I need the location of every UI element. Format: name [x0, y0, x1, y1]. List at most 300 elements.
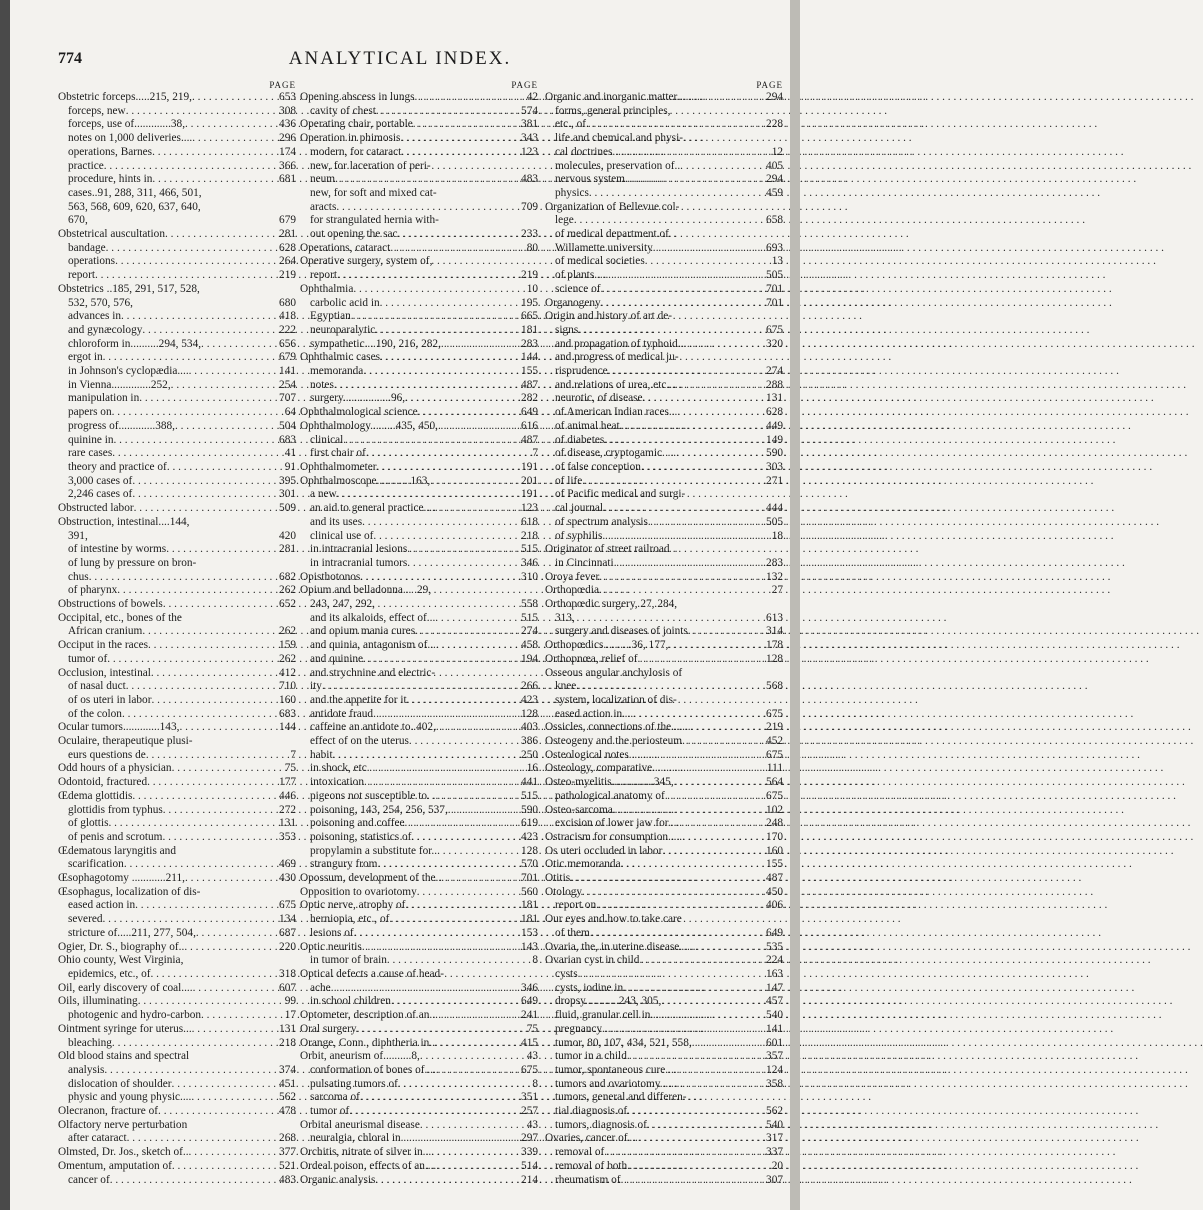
- index-entry: [58, 927, 296, 941]
- leader-dots: [683, 338, 764, 352]
- leader-dots: [172, 1160, 277, 1174]
- index-entry-text: Orange, Conn., diphtheria in..: [300, 1036, 435, 1049]
- index-entry-text: pathological anatomy of: [555, 789, 665, 802]
- index-entry: [545, 1064, 783, 1078]
- index-entry-text: manipulation in: [68, 392, 140, 405]
- index-entry-page: 214: [521, 1173, 538, 1186]
- leader-dots: [107, 653, 277, 667]
- index-entry-text: Orthopœdia: [545, 584, 599, 597]
- column-heading: PAGE: [756, 80, 783, 90]
- index-entry-text: effect of on the uterus: [310, 735, 409, 748]
- index-entry-text: removal of both: [555, 1159, 628, 1172]
- leader-dots: [166, 543, 277, 557]
- index-entry-page: 436: [279, 118, 296, 131]
- index-entry-text: tumor, spontaneous cure....: [555, 1063, 677, 1076]
- index-entry: [545, 488, 783, 502]
- index-entry-text: in tumor of brain: [310, 954, 387, 967]
- index-entry-page: 283: [766, 556, 783, 569]
- index-entry-text: Ovarian cyst in child: [545, 954, 640, 967]
- index-entry: [545, 160, 783, 174]
- leader-dots: [405, 899, 519, 913]
- index-entry-text: 391,: [68, 529, 88, 542]
- index-entry: [545, 310, 783, 324]
- index-entry-text: lesions of: [310, 926, 354, 939]
- leader-dots: [627, 1050, 764, 1064]
- index-entry-page: 18: [771, 529, 783, 542]
- index-entry-page: 564: [766, 776, 783, 789]
- index-entry: [545, 1132, 783, 1146]
- leader-dots: [614, 557, 764, 571]
- leader-dots: [405, 392, 519, 406]
- leader-dots: [677, 1078, 764, 1092]
- leader-dots: [602, 530, 769, 544]
- index-entry-page: 568: [766, 680, 783, 693]
- index-entry-text: Willamette university: [555, 241, 653, 254]
- index-entry-page: 505: [766, 515, 783, 528]
- index-entry-page: 679: [279, 214, 296, 227]
- index-entry: [300, 735, 538, 749]
- leader-dots: [604, 1146, 764, 1160]
- leader-dots: [148, 639, 277, 653]
- leader-dots: [387, 954, 530, 968]
- index-entry-text: Oral surgery: [300, 1022, 357, 1035]
- index-entry-text: Osteogeny and the periosteum: [545, 735, 683, 748]
- leader-dots: [438, 420, 519, 434]
- leader-dots: [420, 1119, 525, 1133]
- index-entry-page: 560: [521, 885, 538, 898]
- index-entry: [58, 1037, 296, 1051]
- index-entry: [545, 214, 783, 228]
- leader-dots: [363, 365, 519, 379]
- leader-dots: [680, 160, 764, 174]
- index-entry-text: Œdematous laryngitis and: [58, 844, 176, 857]
- leader-dots: [172, 1078, 278, 1092]
- index-entry-page: 487: [521, 433, 538, 446]
- index-entry: [300, 269, 538, 283]
- leader-dots: [680, 721, 764, 735]
- index-entry: [58, 721, 296, 735]
- index-entry-page: 124: [766, 1063, 783, 1076]
- index-entry: [300, 968, 538, 982]
- index-entry-text: new, for soft and mixed cat-: [310, 186, 437, 199]
- index-entry: [58, 845, 296, 859]
- leader-dots: [103, 913, 278, 927]
- index-entry: [58, 502, 296, 516]
- index-entry: [58, 91, 296, 105]
- index-entry-text: Obstructions of bowels: [58, 598, 163, 611]
- index-entry: [58, 461, 296, 475]
- leader-dots: [604, 434, 764, 448]
- index-entry: [300, 749, 538, 763]
- leader-dots: [104, 1064, 277, 1078]
- leader-dots: [354, 927, 519, 941]
- index-entry: [545, 639, 783, 653]
- leader-dots: [608, 365, 764, 379]
- leader-dots: [322, 680, 519, 694]
- index-entry: [545, 804, 783, 818]
- index-entry-text: 563, 568, 609, 620, 637, 640,: [68, 200, 201, 213]
- index-entry-text: Ophthalmoscope............163,: [300, 474, 431, 487]
- index-entry: [58, 1023, 296, 1037]
- index-entry: [545, 1023, 783, 1037]
- index-entry-page: 128: [521, 844, 538, 857]
- index-entry-text: Opossum, development of the..: [300, 872, 442, 885]
- index-entry-page: 458: [521, 639, 538, 652]
- index-entry-text: tumors, diagnosis of: [555, 1118, 647, 1131]
- index-entry: [300, 1050, 538, 1064]
- index-entry-text: surgery and diseases of joints: [555, 625, 688, 638]
- index-entry-text: Organogeny: [545, 296, 601, 309]
- index-entry-page: 91: [284, 460, 296, 473]
- index-entry: [545, 447, 783, 461]
- leader-dots: [435, 612, 519, 626]
- index-entry-text: excision of lower jaw for....: [555, 817, 680, 830]
- leader-dots: [625, 173, 764, 187]
- index-entry: [58, 804, 296, 818]
- leader-dots: [193, 982, 277, 996]
- index-entry-page: 483: [279, 1173, 296, 1186]
- index-entry: [58, 667, 296, 681]
- index-entry-page: 233: [521, 228, 538, 241]
- index-entry: [300, 530, 538, 544]
- index-entry: [300, 255, 538, 269]
- index-entry-text: and quinia, antagonism of...: [310, 639, 436, 652]
- leader-dots: [436, 1160, 519, 1174]
- index-entry-page: 219: [521, 269, 538, 282]
- index-entry: [58, 187, 296, 201]
- index-entry-text: Orthopœdics..........36, 177,: [545, 639, 669, 652]
- index-entry-text: cal journal: [555, 502, 603, 515]
- index-entry: [58, 351, 296, 365]
- leader-dots: [110, 1174, 277, 1188]
- index-entry-text: 3,000 cases of: [68, 474, 133, 487]
- index-entry: [545, 790, 783, 804]
- leader-dots: [192, 91, 277, 105]
- index-entry-page: 339: [521, 1146, 538, 1159]
- leader-dots: [586, 118, 764, 132]
- index-entry: [58, 1078, 296, 1092]
- index-entry-text: Otic memoranda: [545, 858, 621, 871]
- index-entry-text: an aid to general practice....: [310, 502, 435, 515]
- index-entry-page: 451: [279, 1077, 296, 1090]
- index-entry-text: cal doctrines: [555, 145, 613, 158]
- index-entry-page: 42: [526, 91, 538, 103]
- leader-dots: [376, 105, 519, 119]
- index-entry-page: 271: [766, 474, 783, 487]
- index-entry: [58, 557, 296, 571]
- index-entry-page: 457: [766, 995, 783, 1008]
- index-entry-page: 558: [521, 598, 538, 611]
- index-entry: [300, 365, 538, 379]
- running-head: ANALYTICAL INDEX.: [288, 48, 512, 69]
- index-entry-text: Optical defects a cause of head-: [300, 968, 444, 980]
- leader-dots: [436, 721, 519, 735]
- leader-dots: [185, 872, 277, 886]
- index-entry: [300, 461, 538, 475]
- index-entry: [545, 954, 783, 968]
- index-entry: [300, 214, 538, 228]
- index-entry-text: of penis and scrotum: [68, 830, 163, 843]
- index-entry: [545, 255, 783, 269]
- leader-dots: [196, 927, 277, 941]
- index-entry-text: Osteo-myelitis...............345,: [545, 776, 674, 789]
- index-entry-text: eurs questions de: [68, 748, 146, 761]
- leader-dots: [89, 571, 277, 585]
- leader-dots: [191, 1091, 277, 1105]
- index-entry-page: 248: [766, 817, 783, 830]
- index-entry-page: 144: [521, 351, 538, 364]
- index-entry-text: etc., of: [555, 118, 587, 131]
- leader-dots: [132, 488, 277, 502]
- index-entry-text: scarification: [68, 858, 124, 871]
- leader-dots: [151, 667, 277, 681]
- index-entry: [300, 392, 538, 406]
- leader-dots: [668, 639, 764, 653]
- index-entry-page: 128: [766, 652, 783, 665]
- index-entry-page: 652: [279, 598, 296, 611]
- index-entry: [300, 1132, 538, 1146]
- index-entry: [58, 324, 296, 338]
- index-entry: [300, 475, 538, 489]
- index-entry: [58, 913, 296, 927]
- leader-dots: [448, 804, 519, 818]
- index-entry-page: 707: [279, 392, 296, 405]
- index-entry-page: 303: [766, 460, 783, 473]
- index-entry-text: and its alkaloids, effect of...: [310, 611, 436, 624]
- index-entry-text: and opium mania cures: [310, 625, 416, 638]
- index-entry: [58, 968, 296, 982]
- index-entry-page: 163: [766, 968, 783, 980]
- index-entry: [545, 242, 783, 256]
- index-entry-text: Osseous angular anchylosis of: [545, 666, 683, 679]
- index-entry-page: 177: [279, 776, 296, 789]
- index-entry-page: 262: [279, 584, 296, 597]
- index-entry: [58, 420, 296, 434]
- index-entry-page: 41: [284, 447, 296, 460]
- index-entry-page: 153: [521, 926, 538, 939]
- index-entry-text: neum: [310, 173, 336, 186]
- index-entry-text: Obstruction, intestinal....144,: [58, 515, 190, 528]
- index-entry-text: fluid, granular cell in: [555, 1009, 651, 1022]
- index-entry: [545, 762, 783, 776]
- leader-dots: [167, 461, 283, 475]
- index-entry-page: 680: [279, 296, 296, 309]
- leader-dots: [590, 927, 764, 941]
- index-entry-text: sympathetic....190, 216, 282,: [310, 337, 441, 350]
- index-entry: [300, 379, 538, 393]
- index-entry-text: cysts: [555, 968, 578, 980]
- index-entry: [300, 804, 538, 818]
- leader-dots: [638, 653, 765, 667]
- index-entry-page: 178: [766, 639, 783, 652]
- index-entry-page: 191: [521, 488, 538, 501]
- index-entry: [300, 118, 538, 132]
- index-entry-page: 619: [521, 817, 538, 830]
- index-entry: [300, 1091, 538, 1105]
- index-entry-text: in Cincinnati: [555, 556, 614, 569]
- index-entry-text: of them: [555, 926, 590, 939]
- index-entry-page: 43: [526, 1050, 538, 1063]
- leader-dots: [596, 899, 764, 913]
- index-entry: [300, 1064, 538, 1078]
- index-entry-page: 310: [521, 570, 538, 583]
- leader-dots: [179, 721, 277, 735]
- leader-dots: [682, 735, 764, 749]
- index-entry-text: Ophthalmic cases: [300, 351, 380, 364]
- index-entry-text: strangury from: [310, 858, 378, 871]
- leader-dots: [351, 310, 519, 324]
- index-entry-text: Otology: [545, 885, 583, 898]
- index-entry: [300, 420, 538, 434]
- index-entry-text: tumor in a child: [555, 1050, 627, 1063]
- index-entry: [300, 488, 538, 502]
- index-entry-page: 131: [279, 817, 296, 830]
- index-entry-page: 134: [279, 913, 296, 926]
- leader-dots: [413, 118, 519, 132]
- index-entry-text: Optic neuritis: [300, 940, 362, 953]
- index-entry-page: 682: [279, 570, 296, 583]
- index-entry-text: report: [310, 269, 337, 282]
- index-entry: [545, 694, 783, 708]
- leader-dots: [602, 1023, 764, 1037]
- leader-dots: [401, 146, 519, 160]
- index-entry-page: 296: [279, 132, 296, 145]
- index-entry-page: 8: [532, 1077, 538, 1090]
- index-entry-text: tumor of: [310, 1105, 350, 1118]
- leader-dots: [682, 91, 764, 105]
- leader-dots: [675, 379, 764, 393]
- index-entry: [545, 379, 783, 393]
- leader-dots: [627, 1105, 764, 1119]
- leader-dots: [405, 817, 520, 831]
- index-entry-text: of nasal duct: [68, 680, 126, 693]
- index-entry: [300, 584, 538, 598]
- index-entry: [58, 858, 296, 872]
- index-entry-page: 228: [766, 118, 783, 131]
- index-entry: [545, 872, 783, 886]
- index-entry: [545, 776, 783, 790]
- index-entry: [58, 269, 296, 283]
- index-entry: [58, 886, 296, 900]
- index-entry: [300, 1146, 538, 1160]
- index-entry-page: 701: [521, 872, 538, 885]
- index-entry-page: 430: [279, 872, 296, 885]
- leader-dots: [360, 1091, 519, 1105]
- index-entry-text: bleaching: [68, 1036, 112, 1049]
- index-entry-text: Oil, early discovery of coal....: [58, 981, 193, 994]
- index-entry-text: Opisthotonos: [300, 570, 361, 583]
- leader-dots: [677, 1064, 764, 1078]
- index-entry-text: Orbit, aneurism of..........8,: [300, 1050, 420, 1063]
- index-entry-text: a new: [310, 488, 337, 501]
- index-entry: [545, 297, 783, 311]
- index-entry-page: 262: [279, 625, 296, 638]
- leader-dots: [360, 571, 519, 585]
- index-entry-text: neuralgia, chloral in: [310, 1132, 401, 1145]
- index-entry-text: Ointment syringe for uterus...: [58, 1022, 192, 1035]
- leader-dots: [192, 1023, 277, 1037]
- index-entry-page: 224: [766, 954, 783, 967]
- index-entry: [58, 105, 296, 119]
- index-entry: [545, 228, 783, 242]
- index-entry-page: 358: [766, 1077, 783, 1090]
- index-entry-page: 160: [766, 844, 783, 857]
- index-entry-page: 353: [279, 830, 296, 843]
- index-entry: [58, 1174, 296, 1188]
- leader-dots: [407, 557, 519, 571]
- leader-dots: [103, 351, 277, 365]
- index-entry-page: 155: [766, 858, 783, 871]
- page-number: 774: [58, 50, 82, 67]
- leader-dots: [364, 776, 519, 790]
- index-entry-page: 478: [279, 1105, 296, 1118]
- index-entry-page: 170: [766, 830, 783, 843]
- index-entry-page: 17: [284, 1009, 296, 1022]
- index-entry-page: 191: [521, 460, 538, 473]
- index-entry-text: Œsophagotomy ............211,: [58, 872, 185, 885]
- index-entry: [58, 694, 296, 708]
- leader-dots: [380, 351, 519, 365]
- index-entry: [545, 146, 783, 160]
- leader-dots: [142, 625, 277, 639]
- index-entry: [58, 365, 296, 379]
- leader-dots: [437, 845, 519, 859]
- index-entry: [300, 598, 538, 612]
- index-column-1: [58, 80, 296, 1187]
- index-entry-page: 452: [766, 735, 783, 748]
- index-entry: [300, 612, 538, 626]
- index-entry-text: operations, Barnes: [68, 145, 153, 158]
- index-entry: [58, 530, 296, 544]
- leader-dots: [373, 530, 519, 544]
- index-entry: [545, 1160, 783, 1174]
- leader-dots: [117, 584, 277, 598]
- index-entry-page: 294: [766, 173, 783, 186]
- index-entry-page: 181: [521, 323, 538, 336]
- index-entry: [300, 105, 538, 119]
- index-entry-text: risprudence: [555, 365, 608, 378]
- leader-dots: [679, 941, 764, 955]
- leader-dots: [135, 899, 277, 913]
- index-entry-page: 675: [279, 899, 296, 912]
- index-entry-page: 250: [521, 748, 538, 761]
- index-entry-page: 683: [279, 433, 296, 446]
- leader-dots: [435, 1009, 519, 1023]
- index-entry-page: 613: [766, 611, 783, 624]
- index-entry-text: life and chemical and physi-: [555, 132, 683, 145]
- index-entry: [300, 899, 538, 913]
- index-entry-page: 143: [521, 940, 538, 953]
- leader-dots: [162, 831, 277, 845]
- index-entry: [545, 1091, 783, 1105]
- index-entry: [545, 543, 783, 557]
- leader-dots: [627, 1160, 770, 1174]
- index-entry-text: photogenic and hydro-carbon: [68, 1009, 202, 1022]
- index-entry-page: 679: [279, 351, 296, 364]
- index-entry: [545, 653, 783, 667]
- index-entry: [545, 338, 783, 352]
- index-entry-text: of os uteri in labor: [68, 693, 152, 706]
- index-entry-text: in school children: [310, 995, 391, 1008]
- leader-dots: [142, 324, 277, 338]
- index-entry-text: Ogier, Dr. S., biography of..: [58, 940, 185, 953]
- index-entry: [545, 201, 783, 215]
- index-entry-page: 99: [284, 995, 296, 1008]
- leader-dots: [411, 831, 519, 845]
- index-entry-text: lege: [555, 214, 574, 227]
- index-entry: [58, 749, 296, 763]
- index-entry: [58, 1132, 296, 1146]
